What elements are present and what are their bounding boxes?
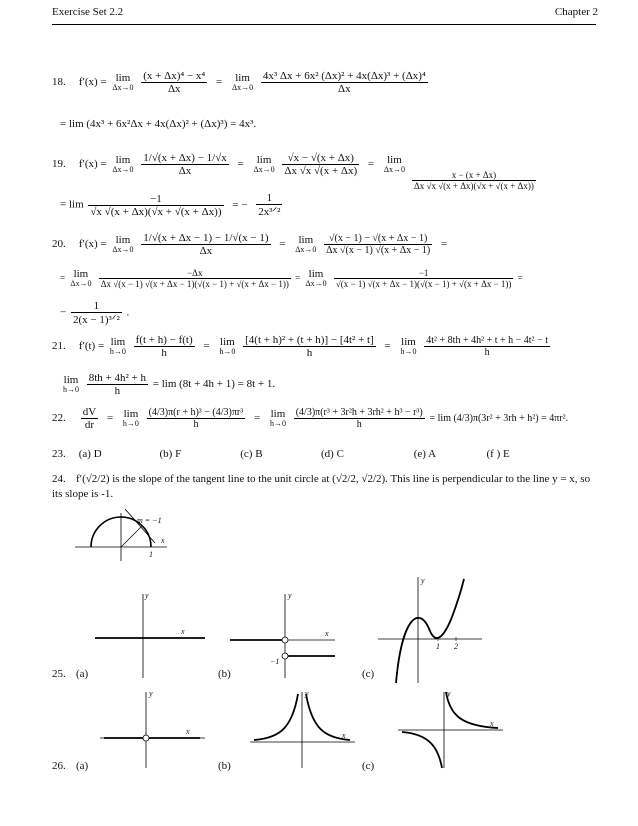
answer: (d) C xyxy=(321,448,344,460)
answer: (e) A xyxy=(413,448,437,460)
open-point xyxy=(282,637,288,643)
problem-number: 26. xyxy=(52,760,66,772)
problem-19-line2: = lim $\frac{-1}{√x √(x + \Delta x)(√x + √(x + \Delta x))}$ = − $\frac{1}{\text{2x³ᐟ²}}$ xyxy=(60,192,281,218)
lhs: f′(x) = xyxy=(78,238,107,251)
fraction: $\frac{√x - √(x + \Delta x)}{\Delta x √x √(x + \Delta x)}$ xyxy=(284,152,358,177)
x-label: x xyxy=(325,629,329,638)
limit: lim Δx→0 xyxy=(112,71,134,92)
header-rule xyxy=(52,24,596,25)
problem-number: 24. xyxy=(52,473,66,485)
problem-number: 22. xyxy=(52,412,66,425)
problem-number: 21. xyxy=(52,340,66,353)
y-label: y xyxy=(288,591,292,600)
function-curve xyxy=(396,579,464,683)
problem-19-frac3: $\frac{x - (x + \Delta x)}{\Delta x √x √(x + \Delta x)(√x + √(x + \Delta x))}$ xyxy=(414,170,534,191)
radius-line xyxy=(121,526,142,547)
x-label: x xyxy=(490,719,494,728)
fraction: $\frac{\text{(x + Δx)⁴ − x⁴}}{\Delta x}$ xyxy=(143,70,206,95)
x-label: x xyxy=(181,627,185,636)
problem-21-line2: lim h→0 $\frac{\text{8th + 4h² + h}}{h}$ = lim (8t + 4h + 1) = 8t + 1. xyxy=(63,372,276,397)
problem-20-line3: − $\frac{1}{\text{2(x − 1)³ᐟ²}}$ . xyxy=(60,300,130,326)
tick-label: 2 xyxy=(454,642,458,651)
graph-26c xyxy=(398,690,508,770)
header-right: Chapter 2 xyxy=(554,6,598,18)
problem-18-line2: = lim (4x³ + 6x²Δx + 4x(Δx)² + (Δx)³) = 4x³. xyxy=(60,118,257,130)
problem-20-line2: = lim Δx→0 $\frac{-\Delta x}{\Delta x √(x - 1) √(x + \Delta x - 1)(√(x - 1) + √(x + \Delta x - 1))}$ = lim Δx→0 $\frac{-1}{√(x - 1) √(x + \Delta x - 1)(√(x - 1) + √(x + \Delta x - 1))}$ = xyxy=(60,267,523,289)
problem-21: 21. f′(t) = lim h→0 $\frac{f(t + h) - f(t)}{h}$ = lim h→0 $\frac{\text{[4(t + h)² + (t + h)] − [4t² + t]}}{h}$ = lim h→0 $\frac{\text{4t² + 8th + 4h² + t + h − 4t² − t}}{h}$ xyxy=(52,334,548,359)
x-label: x xyxy=(186,727,190,736)
problem-22: 22. $\frac{dV}{dr}$ = lim h→0 $\frac{\text{(4/3)π(r + h)³ − (4/3)πr³}}{h}$ = lim h→0 $\frac{\text{(4/3)π(r³ + 3r²h + 3rh² + h³ − r³)}}{h}$ = lim (4/3)π(3r² + 3rh + h²) = 4πr². xyxy=(52,406,569,431)
header-left: Exercise Set 2.2 xyxy=(52,6,124,18)
lhs: f′(x) = xyxy=(78,158,107,171)
problem-number: 20. xyxy=(52,238,66,251)
graph-26b xyxy=(250,690,360,770)
limit: lim Δx→0 xyxy=(231,71,254,92)
problem-number: 19. xyxy=(52,158,66,171)
lhs: f′(x) = xyxy=(78,76,107,89)
tick-label: 1 xyxy=(436,642,440,651)
answer: (c) B xyxy=(240,448,263,460)
slope-label: m = −1 xyxy=(137,516,162,525)
graph-25c xyxy=(378,575,488,685)
problem-23 xyxy=(52,448,537,460)
problem-24-text: f′(√2/2) is the slope of the tangent line to the unit circle at (√2/2, √2/2). This line is perpendicular to the line y = x, so its slope is -1. xyxy=(52,473,591,500)
answer: (f ) E xyxy=(486,448,510,460)
tick-label: 1 xyxy=(149,550,153,559)
problem-number: 18. xyxy=(52,76,66,89)
graph-label: (c) xyxy=(362,668,375,680)
y-label: y xyxy=(305,689,309,698)
figure-24 xyxy=(75,505,175,565)
problem-number: 25. xyxy=(52,668,66,680)
fraction: $\frac{\text{4x³ Δx + 6x² (Δx)² + 4x(Δx)³ + (Δx)⁴}}{\Delta x}$ xyxy=(262,70,426,95)
open-point xyxy=(143,735,149,741)
graph-label: (b) xyxy=(218,760,231,772)
left-branch xyxy=(402,732,442,768)
problem-number: 23. xyxy=(52,448,66,460)
y-label: y xyxy=(447,689,451,698)
problem-20: 20. f′(x) = lim Δx→0 $\frac{1/√(x + \Delta x - 1) - 1/√(x - 1)}{\Delta x}$ = lim Δx→0 $\frac{√(x - 1) - √(x + \Delta x - 1)}{\Delta x √(x - 1) √(x + \Delta x - 1)}$ = xyxy=(52,232,448,257)
x-label: x xyxy=(342,731,346,740)
y-label: y xyxy=(145,591,149,600)
x-label: x xyxy=(161,536,165,545)
tangent-line xyxy=(125,509,155,543)
left-branch xyxy=(254,694,298,740)
y-label: y xyxy=(421,576,425,585)
problem-19: 19. f′(x) = lim Δx→0 $\frac{1/√(x + \Delta x) - 1/√x}{\Delta x}$ = lim Δx→0 $\frac{√x - √(x + \Delta x)}{\Delta x √x √(x + \Delta x)}$ = lim Δx→0 xyxy=(52,152,406,177)
y-label: y xyxy=(149,689,153,698)
graph-label: (b) xyxy=(218,668,231,680)
graph-25a xyxy=(95,590,215,680)
graph-label: (a) xyxy=(76,668,89,680)
lhs: f′(t) = xyxy=(78,340,105,353)
answer: (b) F xyxy=(159,448,182,460)
fraction: $\frac{1/√(x + \Delta x) - 1/√x}{\Delta x}$ xyxy=(143,152,227,177)
open-point xyxy=(282,653,288,659)
tick-label: −1 xyxy=(270,657,280,666)
problem-24 xyxy=(52,472,592,502)
answer: (a) D xyxy=(78,448,102,460)
graph-26a xyxy=(100,690,210,770)
problem-18: 18. f′(x) = lim Δx→0 $\frac{\text{(x + Δx)⁴ − x⁴}}{\Delta x}$ = lim Δx→0 $\frac{\text{4x³ Δx + 6x² (Δx)² + 4x(Δx)³ + (Δx)⁴}}{\Delta x}$ xyxy=(52,70,426,95)
graph-label: (a) xyxy=(76,760,89,772)
graph-25b xyxy=(230,590,340,680)
graph-label: (c) xyxy=(362,760,375,772)
